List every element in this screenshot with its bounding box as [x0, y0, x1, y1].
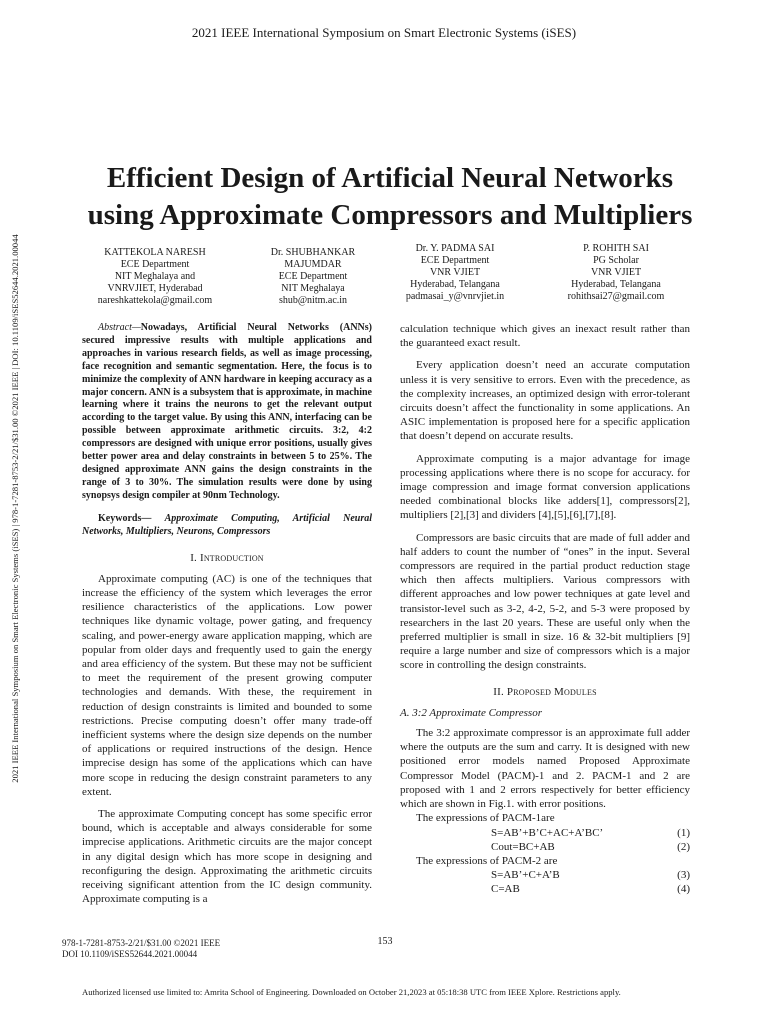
equation-text: S=AB’+B’C+AC+A’BC’ — [491, 826, 604, 839]
footer-isbn: 978-1-7281-8753-2/21/$31.00 ©2021 IEEE — [62, 938, 221, 948]
intro-paragraph-1: Approximate computing (AC) is one of the techniques that increase the efficiency of the system which leverages the error resilience characteristics of the applications. Low power techniques like dynamic voltage, power gating, and frequency scaling, and power-energy aware application mapping, which are popular from older days and frequently used to gain the energy and area efficiency of the system. But these may not be sufficient to meet the requirement of the present growing computer technologies and demands. With these, the requirement in reduction of design constraints is limited and bounded to some restrictions. Precise computing doesn’t offer many trade-off inefficient systems where the design size depends on the number of applications or required instructions of the design. Hence imprecise design has some of the applications which can have more scope in reducing the design constraint parameters to any extent. — [82, 572, 372, 798]
section-heading-proposed-modules: II. Proposed Modules — [493, 685, 597, 698]
body-paragraph-2: Approximate computing is a major advantage for image processing applications where there is no scope for accuracy. for image compression and image format conversion applications needed combinational blocks like adders[1], compressors[2], multipliers [2],[3] and dividers [4],[5],[6],[7],[8]. — [400, 452, 690, 522]
author-affiliation: ECE Department — [120, 259, 190, 270]
equation-1 — [400, 826, 690, 840]
keywords-lead: Keywords— — [98, 512, 165, 524]
author-affiliation: Hyderabad, Telangana — [571, 279, 661, 290]
body-paragraph-3: Compressors are basic circuits that are made of full adder and half adders to count the number of “ones” in the input. Several compressors are required in the partial product reduction stage which then affects multipliers. Various compressors with different approaches and low power techniques at gate level and transistor-level such as 3-2, 4-2, 5-2, and 5-3 were proposed by researchers in the last 20 years. These are useful only when the preferred multiplier is small in size. 16 & 32-bit multipliers [9] require a large number and size of compressors which is a major score in controlling the design constraints. — [400, 531, 690, 672]
author-block-2 — [238, 247, 388, 307]
equation-text: C=AB — [491, 883, 520, 896]
author-affiliation: PG Scholar — [593, 255, 639, 266]
author-affiliation: VNRVJIET, Hyderabad — [107, 283, 203, 294]
author-name: P. ROHITH SAI — [583, 243, 649, 254]
compressor-paragraph: The 3:2 approximate compressor is an approximate full adder where the outputs are the sum and carry. It is designed with new positioned error models named Proposed Approximate Compressor Model (PACM)-1 and 2. PACM-1 and 2 are proposed with 1 and 2 errors respectively for better efficiency which are shown in Fig.1. with error positions. — [400, 727, 690, 811]
equation-text: S=AB’+C+A’B — [491, 869, 560, 882]
left-column — [82, 322, 372, 914]
equation-number: (3) — [677, 869, 690, 882]
author-block-4 — [536, 243, 696, 303]
conference-header: 2021 IEEE International Symposium on Smart Electronic Systems (iSES) — [191, 25, 577, 40]
continuation-paragraph: calculation technique which gives an inexact result rather than the guaranteed exact result. — [400, 323, 690, 350]
author-affiliation: NIT Meghalaya and — [114, 271, 196, 282]
footer-doi: DOI 10.1109/iSES52644.2021.00044 — [62, 949, 198, 959]
side-banner: 2021 IEEE International Symposium on Smart Electronic Systems (iSES) | 978-1-7281-8753-2/21/$31.00 ©2021 IEEE | DOI: 10.1109/iSES52644.2021.00044 — [10, 234, 20, 783]
author-block-1 — [80, 247, 230, 307]
author-affiliation: ECE Department — [278, 271, 348, 282]
equation-2 — [400, 840, 690, 854]
subsection-heading: A. 3:2 Approximate Compressor — [400, 706, 542, 719]
equation-4 — [400, 882, 690, 896]
equation-number: (4) — [677, 883, 690, 896]
author-affiliation: Hyderabad, Telangana — [410, 279, 500, 290]
page-number: 153 — [377, 936, 393, 947]
equation-number: (2) — [677, 840, 690, 853]
equation-3 — [400, 868, 690, 882]
abstract-lead: Abstract— — [98, 322, 141, 333]
author-affiliation: ECE Department — [420, 255, 490, 266]
pacm2-label: The expressions of PACM-2 are — [416, 854, 558, 867]
author-email[interactable]: nareshkattekola@gmail.com — [97, 295, 213, 306]
author-email[interactable]: shub@nitm.ac.in — [278, 295, 348, 306]
author-name: KATTEKOLA NARESH — [104, 247, 206, 258]
abstract — [82, 322, 372, 503]
section-heading-introduction: I. Introduction — [190, 551, 264, 564]
author-affiliation: VNR VJIET — [590, 267, 642, 278]
right-column — [400, 322, 690, 897]
author-name: Dr. SHUBHANKAR — [270, 247, 356, 258]
equation-number: (1) — [677, 826, 690, 839]
title-line-2: using Approximate Compressors and Multipliers — [87, 199, 693, 231]
author-email[interactable]: rohithsai27@gmail.com — [567, 291, 665, 302]
equation-text: Cout=BC+AB — [491, 840, 555, 853]
keywords-text: Approximate Computing, Artificial Neural Networks, Multipliers, Neurons, Compressors — [82, 512, 372, 537]
author-affiliation: VNR VJIET — [429, 267, 481, 278]
author-affiliation: NIT Meghalaya — [281, 283, 345, 294]
body-paragraph-1: Every application doesn’t need an accurate computation unless it is very sensitive to errors. Even with the precedence, as the complexity increases, an optimized design with error-tolerant circuits doesn’t affect the functionality in some applications. An ASIC implementation is proposed here for a specific application that doesn’t depend on accurate results. — [400, 359, 690, 443]
author-name: MAJUMDAR — [284, 259, 342, 270]
intro-paragraph-2: The approximate Computing concept has some specific error bound, which is acceptable and always considerable for some imprecise applications. Arithmetic circuits are the major concept in any digital design which has more scope in designing and reconfiguring the design. Approximating the arithmetic circuits receiving significant attention from the IC design community. Approximate computing is a — [82, 807, 372, 906]
paper-title — [60, 160, 720, 234]
author-block-3 — [380, 243, 530, 303]
pacm1-label: The expressions of PACM-1are — [416, 812, 555, 825]
title-line-1: Efficient Design of Artificial Neural Networks — [106, 162, 674, 194]
abstract-text: Nowadays, Artificial Neural Networks (ANNs) secured impressive results with multiple applications and approaches in various research fields, as well as image processing, face recognition and semantic segmentation. Here, the focus is to minimize the complexity of ANN hardware in keeping accuracy as a major concern. ANN is a subsystem that is approximate, in machine learning where it trains the neurons to get the relevant output according to the target value. By using this ANN, interfacing can be possible between approximate arithmetic circuits. 3:2, 4:2 compressors are designed with unique error positions, usually gives better power area and delay constraints in between 5 to 25%. The designed approximate ANN gains the design constraints in the range of 3 to 30%. The simulation results were done by using synopsys design compiler at 90nm Technology. — [82, 322, 372, 501]
author-name: Dr. Y. PADMA SAI — [415, 243, 495, 254]
keywords — [82, 513, 372, 539]
author-email[interactable]: padmasai_y@vnrvjiet.in — [405, 291, 505, 302]
authorized-use-notice: Authorized licensed use limited to: Amrita School of Engineering. Downloaded on October 21,2023 at 05:18:38 UTC from IEEE Xplore. Restrictions apply. — [82, 987, 621, 997]
